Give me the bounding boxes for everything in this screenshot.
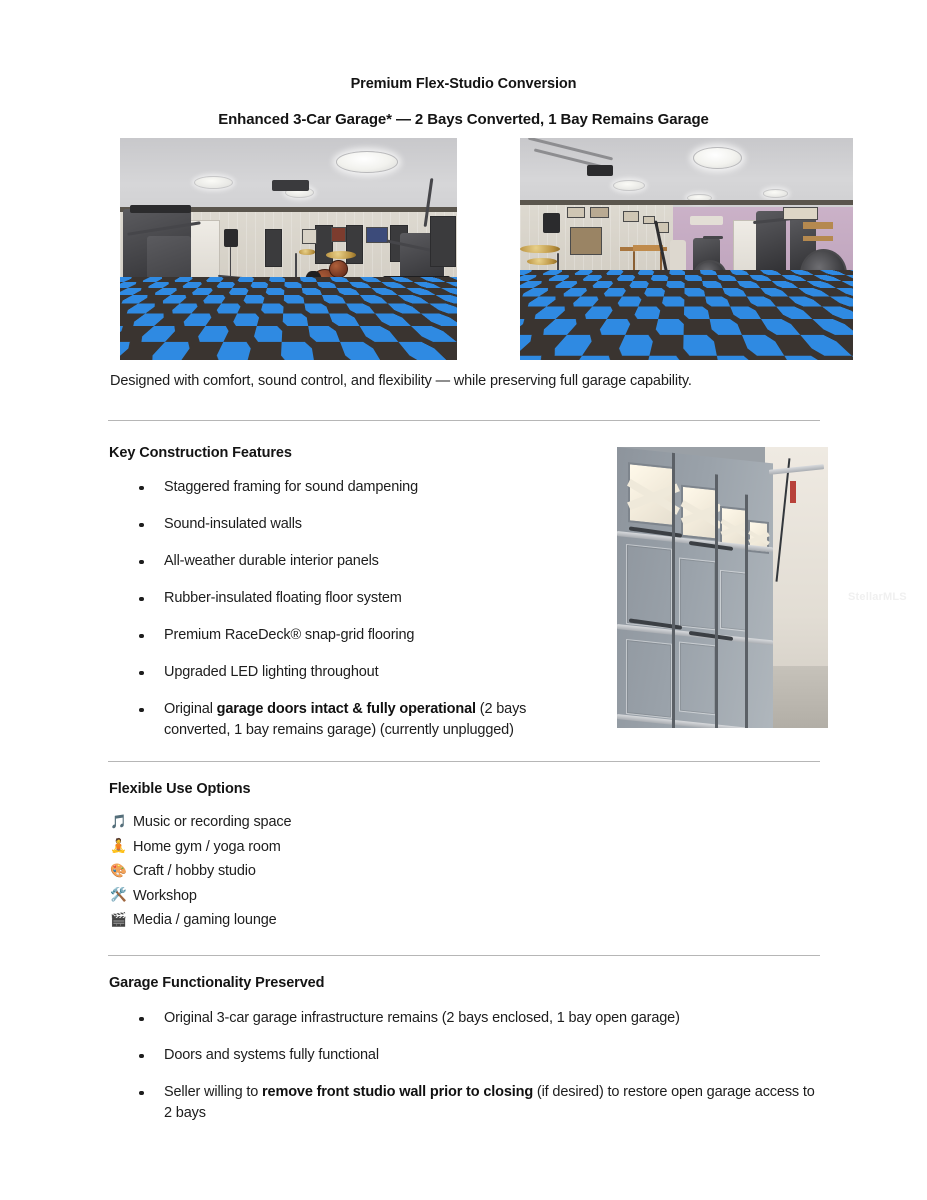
list-item [109,588,579,609]
list-item [109,477,579,498]
bullet-text: Staggered framing for sound dampening [164,479,419,495]
studio-photo-band [120,138,855,360]
studio-photo-left [120,138,457,360]
garage-functionality-heading: Garage Functionality Preserved [109,975,325,991]
musical-note-icon: 🎵 [110,813,127,830]
list-item [110,913,530,928]
list-item [109,1008,819,1029]
bullet-text-prefix: Original [164,701,217,718]
yoga-person-icon: 🧘 [110,838,127,854]
bullet-text: Upgraded LED lighting throughout [164,664,379,681]
list-item [110,889,530,904]
garage-functionality-list [109,1008,819,1140]
list-item [109,1082,819,1124]
document-subtitle: Enhanced 3-Car Garage* — 2 Bays Converted, 1 Bay Remains Garage [218,111,709,128]
document-title: Premium Flex-Studio Conversion [350,76,577,92]
bullet-text-bold: remove front studio wall prior to closing [262,1084,534,1101]
garage-door-photo [617,447,828,728]
bullet-text-suffix: (if desired) to restore open garage access to 2 bays [164,1084,815,1122]
flex-item-label: Craft / hobby studio [133,863,256,879]
flex-item-label: Workshop [133,887,197,904]
list-item [110,815,530,830]
artist-palette-icon: 🎨 [110,862,127,879]
list-item [110,864,530,879]
list-item [110,840,530,855]
key-construction-list [109,477,579,757]
flex-item-label: Music or recording space [133,814,292,830]
flexible-use-heading: Flexible Use Options [109,781,251,797]
hammer-and-wrench-icon: 🛠️ [110,887,127,903]
key-construction-heading: Key Construction Features [109,445,292,461]
clapper-board-icon: 🎬 [110,911,127,928]
section-divider [108,761,820,762]
bullet-text: Original 3-car garage infrastructure remains (2 bays enclosed, 1 bay open garage) [164,1010,680,1026]
studio-photo-right [520,138,853,360]
list-item [109,699,579,741]
bullet-text: Sound-insulated walls [164,516,302,533]
flexible-use-list [110,815,530,938]
list-item [109,625,579,646]
bullet-text: Rubber-insulated floating floor system [164,590,402,607]
section-divider [108,955,820,956]
flex-item-label: Home gym / yoga room [133,838,281,855]
bullet-text: All-weather durable interior panels [164,553,379,570]
photo-caption: Designed with comfort, sound control, and flexibility — while preserving full garage capability. [110,373,692,389]
list-item [109,551,579,572]
bullet-text: Doors and systems fully functional [164,1047,379,1064]
flex-item-label: Media / gaming lounge [133,912,277,928]
bullet-text-prefix: Seller willing to [164,1084,263,1101]
section-divider [108,420,820,421]
bullet-text: Premium RaceDeck® snap-grid flooring [164,627,415,644]
list-item [109,514,579,535]
bullet-text-suffix: (2 bays converted, 1 bay remains garage) (currently unplugged) [164,701,527,739]
list-item [109,662,579,683]
bullet-text-bold: garage doors intact & fully operational [216,701,476,718]
list-item [109,1045,819,1066]
mls-watermark: StellarMLS [848,591,907,603]
